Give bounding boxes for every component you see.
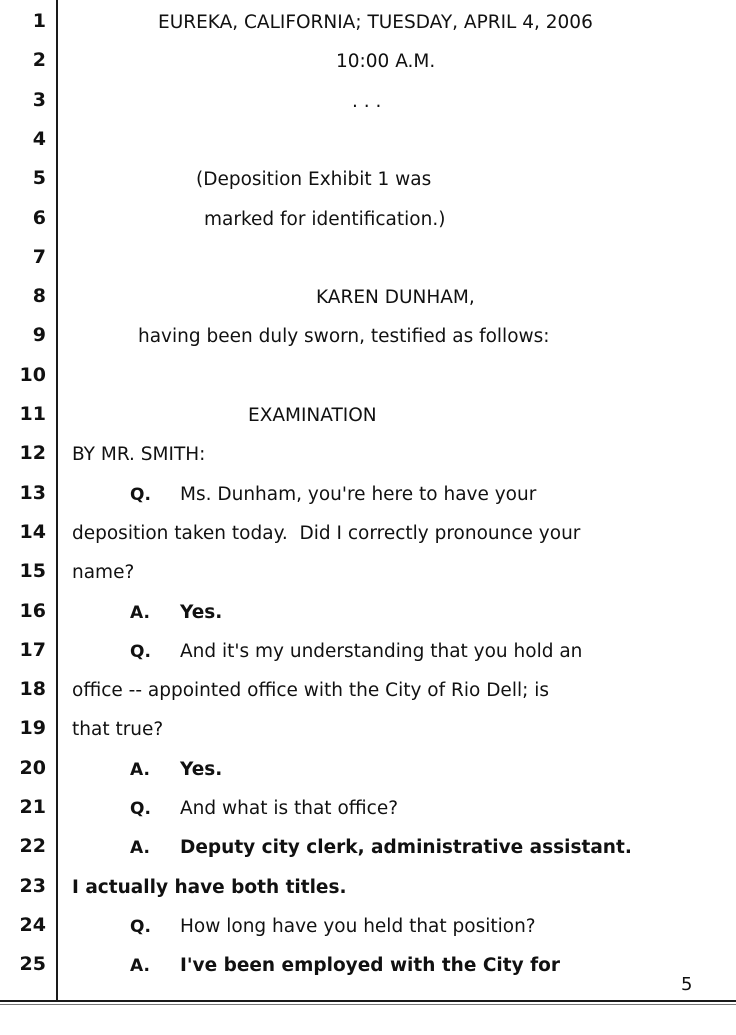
answer-text: I've been employed with the City for: [180, 955, 560, 977]
line-text: (Deposition Exhibit 1 was: [196, 169, 432, 191]
transcript-line-2: [0, 45, 736, 84]
transcript-line-10: [0, 360, 736, 399]
line-text: And what is that office?: [180, 798, 399, 819]
line-number: 14: [19, 520, 46, 543]
line-number: 25: [19, 953, 46, 976]
transcript-line-16: [0, 596, 736, 635]
answer-text: Deputy city clerk, administrative assistant.: [180, 837, 632, 859]
line-text: And it's my understanding that you hold an: [180, 640, 583, 662]
answer-line: [130, 759, 222, 780]
line-text: marked for identification.): [204, 208, 446, 230]
line-number: 18: [19, 678, 46, 701]
line-text: . . .: [352, 90, 382, 112]
speaker-label: Q.: [130, 484, 151, 505]
line-number: 20: [19, 756, 46, 779]
speaker-label: Q.: [130, 916, 151, 937]
speaker-label: Q.: [130, 799, 151, 819]
line-text: office -- appointed office with the City of Rio Dell; is: [72, 680, 549, 702]
transcript-line-1: [0, 6, 736, 45]
question-line: [130, 484, 536, 505]
question-line: [130, 798, 398, 819]
line-number: 6: [32, 206, 46, 229]
transcript-line-7: [0, 242, 736, 281]
line-number: 12: [19, 442, 46, 465]
transcript-line-8: [0, 281, 736, 320]
speaker-label: A.: [130, 602, 150, 623]
transcript-line-22: [0, 831, 736, 870]
line-number: 24: [19, 913, 46, 936]
transcript-line-11: [0, 399, 736, 438]
line-text: 10:00 A.M.: [336, 51, 436, 73]
answer-text: Yes.: [180, 601, 223, 623]
transcript-line-15: [0, 556, 736, 595]
section-heading: EXAMINATION: [248, 405, 377, 426]
line-number: 9: [32, 324, 46, 347]
line-text: having been duly sworn, testified as follows:: [138, 326, 550, 348]
transcript-line-14: [0, 517, 736, 556]
examiner-label: BY MR. SMITH:: [72, 444, 206, 466]
transcript-line-3: [0, 85, 736, 124]
page-number: 5: [681, 974, 693, 995]
line-text: Ms. Dunham, you're here to have your: [180, 483, 537, 505]
line-number: 15: [19, 560, 46, 583]
line-number: 8: [32, 285, 46, 308]
speaker-label: A.: [130, 838, 150, 859]
transcript-line-4: [0, 124, 736, 163]
transcript-line-23: [0, 871, 736, 910]
transcript-line-25: [0, 949, 736, 988]
line-text: How long have you held that position?: [180, 915, 536, 937]
line-number: 22: [19, 835, 46, 858]
line-number: 7: [32, 245, 46, 268]
transcript-line-13: [0, 478, 736, 517]
question-line: [130, 916, 536, 937]
transcript-line-18: [0, 674, 736, 713]
transcript-line-20: [0, 753, 736, 792]
speaker-label: Q.: [130, 641, 151, 662]
witness-name: KAREN DUNHAM,: [316, 287, 475, 309]
transcript-line-24: [0, 910, 736, 949]
line-number: 3: [32, 88, 46, 111]
line-number: 11: [19, 403, 46, 425]
line-number: 4: [32, 127, 46, 150]
answer-line: [130, 602, 222, 623]
question-line: [130, 641, 582, 662]
line-number: 5: [32, 167, 46, 190]
line-number: 23: [19, 874, 46, 897]
transcript-line-6: [0, 203, 736, 242]
bottom-border-rule-thin: [0, 1004, 736, 1005]
line-number: 2: [32, 49, 46, 72]
line-number: 10: [19, 363, 46, 386]
line-number: 13: [19, 481, 46, 504]
answer-line: [130, 955, 560, 976]
line-text: EUREKA, CALIFORNIA; TUESDAY, APRIL 4, 2006: [158, 12, 593, 33]
line-number: 21: [19, 796, 46, 818]
line-number: 16: [19, 599, 46, 622]
line-number: 1: [32, 10, 46, 32]
speaker-label: A.: [130, 956, 150, 977]
transcript-line-19: [0, 713, 736, 752]
transcript-line-12: [0, 438, 736, 477]
answer-text: I actually have both titles.: [72, 876, 347, 898]
speaker-label: A.: [130, 759, 150, 780]
bottom-border-rule: [0, 1000, 736, 1002]
line-text: deposition taken today. Did I correctly pronounce your: [72, 522, 581, 544]
transcript-line-17: [0, 635, 736, 674]
transcript-line-5: [0, 163, 736, 202]
transcript-line-9: [0, 320, 736, 359]
line-text: that true?: [72, 719, 164, 741]
line-number: 17: [19, 638, 46, 661]
line-text: name?: [72, 562, 135, 584]
answer-line: [130, 837, 632, 858]
transcript-line-21: [0, 792, 736, 831]
answer-text: Yes.: [180, 758, 223, 780]
line-number: 19: [19, 717, 46, 740]
